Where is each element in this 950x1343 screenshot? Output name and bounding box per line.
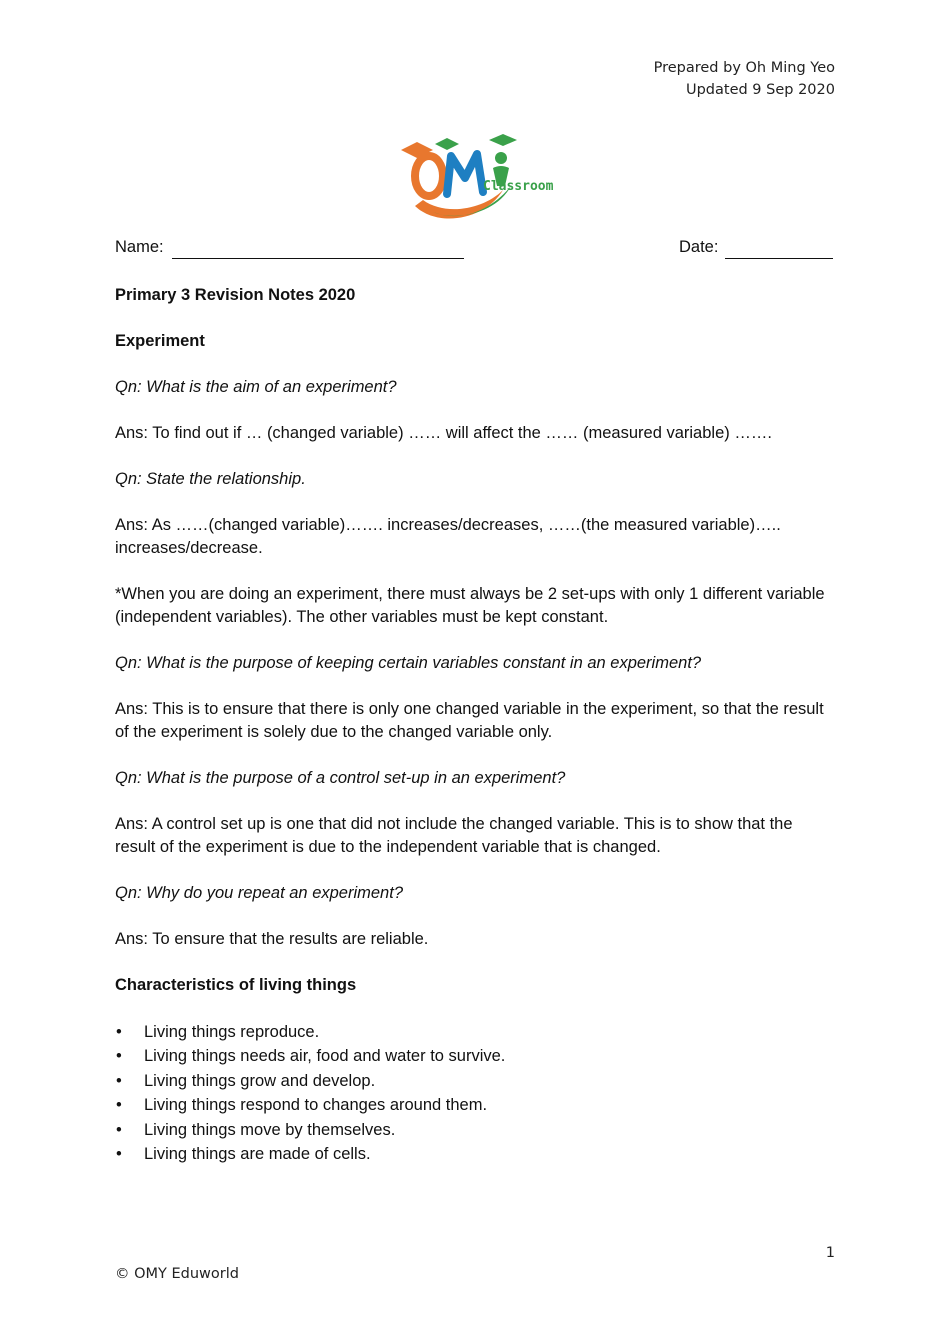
name-blank-line bbox=[172, 258, 464, 259]
question-constant-variables: Qn: What is the purpose of keeping certain variables constant in an experiment? bbox=[115, 654, 702, 672]
document-meta bbox=[654, 57, 835, 101]
living-things-list bbox=[115, 1020, 835, 1166]
experiment-heading: Experiment bbox=[115, 332, 205, 350]
footer-copyright: © OMY Eduworld bbox=[115, 1266, 239, 1282]
page-number: 1 bbox=[825, 1245, 835, 1261]
answer-repeat: Ans: To ensure that the results are reliable. bbox=[115, 930, 429, 948]
bullet-icon: • bbox=[116, 1145, 122, 1164]
list-item: • Living things needs air, food and water to survive. bbox=[115, 1044, 835, 1068]
question-control-setup: Qn: What is the purpose of a control set-up in an experiment? bbox=[115, 769, 566, 787]
content bbox=[115, 284, 835, 1166]
logo-m bbox=[447, 154, 483, 194]
logo-figure-head bbox=[495, 152, 507, 164]
name-date-row bbox=[115, 238, 835, 262]
answer-aim: Ans: To find out if … (changed variable) …… will affect the …… (measured variable) ……. bbox=[115, 424, 772, 442]
date-label: Date: bbox=[679, 238, 719, 256]
living-things-heading: Characteristics of living things bbox=[115, 976, 357, 994]
question-relationship: Qn: State the relationship. bbox=[115, 470, 306, 488]
bullet-icon: • bbox=[116, 1047, 122, 1066]
bullet-icon: • bbox=[116, 1071, 122, 1090]
grad-cap-green-icon-2 bbox=[435, 138, 459, 150]
list-item: • Living things grow and develop. bbox=[115, 1069, 835, 1093]
date-blank-line bbox=[725, 258, 833, 259]
prepared-by: Prepared by Oh Ming Yeo bbox=[653, 60, 835, 76]
answer-control-setup: Ans: A control set up is one that did not include the changed variable. This is to show that the result of the experiment is due to the independent variable that is changed. bbox=[115, 815, 793, 856]
grad-cap-green-icon bbox=[489, 134, 517, 146]
answer-relationship: Ans: As ……(changed variable)……. increases/decreases, ……(the measured variable)….. increases/decrease. bbox=[115, 516, 781, 557]
updated-date: Updated 9 Sep 2020 bbox=[685, 82, 835, 98]
logo-text: Classroom bbox=[483, 179, 554, 194]
question-aim: Qn: What is the aim of an experiment? bbox=[115, 378, 397, 396]
name-label: Name: bbox=[115, 238, 164, 256]
question-repeat: Qn: Why do you repeat an experiment? bbox=[115, 884, 403, 902]
list-item: • Living things move by themselves. bbox=[115, 1118, 835, 1142]
logo-o bbox=[415, 156, 443, 196]
bullet-icon: • bbox=[116, 1096, 122, 1115]
bullet-icon: • bbox=[116, 1023, 122, 1041]
answer-constant-variables: Ans: This is to ensure that there is only one changed variable in the experiment, so that the result of the experiment is solely due to the changed variable only. bbox=[115, 700, 824, 741]
list-item: • Living things are made of cells. bbox=[115, 1142, 835, 1166]
list-item: • Living things respond to changes around them. bbox=[115, 1093, 835, 1117]
bullet-icon: • bbox=[116, 1120, 122, 1139]
document-title: Primary 3 Revision Notes 2020 bbox=[115, 286, 356, 304]
experiment-note: *When you are doing an experiment, there must always be 2 set-ups with only 1 different variable (independent variables). The other variables must be kept constant. bbox=[115, 585, 825, 626]
omy-classroom-logo bbox=[393, 128, 563, 224]
list-item: • Living things reproduce. bbox=[115, 1020, 835, 1044]
